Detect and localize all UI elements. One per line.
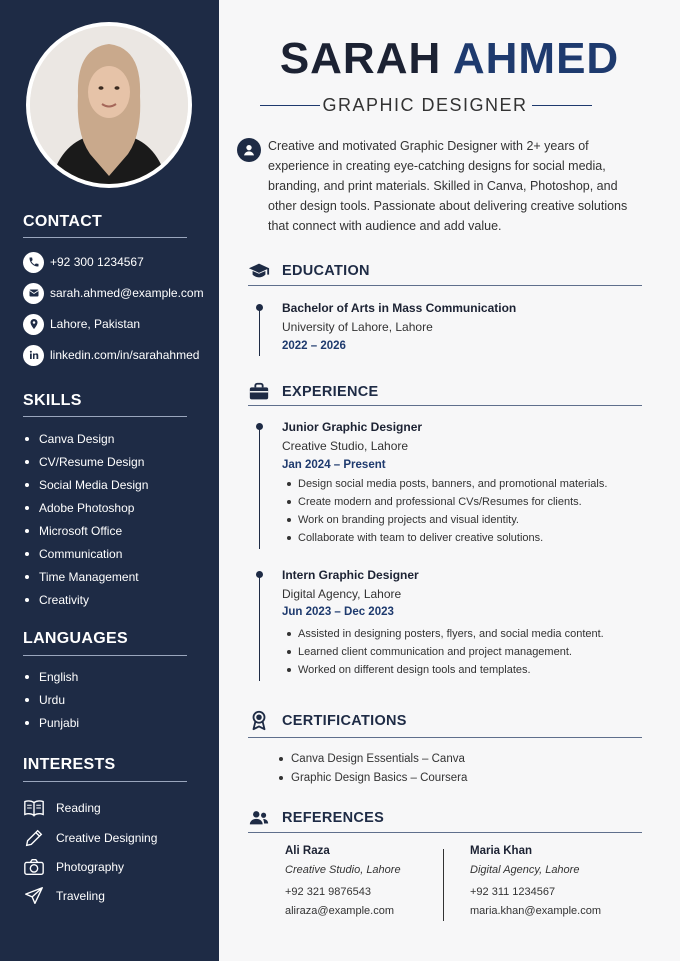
certifications-list xyxy=(279,749,467,787)
education-degree: Bachelor of Arts in Mass Communication xyxy=(282,301,517,315)
list-item: Create modern and professional CVs/Resumes for clients. xyxy=(287,493,607,511)
timeline-line xyxy=(259,575,260,681)
phone-icon xyxy=(23,252,44,273)
skills-divider xyxy=(23,416,187,417)
list-item: Work on branding projects and visual identity. xyxy=(287,511,607,529)
first-name: SARAH xyxy=(279,34,442,83)
education-dates: 2022 – 2026 xyxy=(282,340,346,352)
reference-phone: +92 321 9876543 xyxy=(285,886,371,898)
reference-email[interactable]: aliraza@example.com xyxy=(285,905,394,917)
job-title: Intern Graphic Designer xyxy=(282,568,419,582)
contact-linkedin xyxy=(23,344,199,366)
reference-company: Creative Studio, Lahore xyxy=(285,864,401,876)
interest-traveling: Traveling xyxy=(23,884,105,908)
job-company: Creative Studio, Lahore xyxy=(282,439,409,453)
languages-divider xyxy=(23,655,187,656)
skills-list xyxy=(23,427,148,611)
list-item: Microsoft Office xyxy=(23,519,148,542)
education-school: University of Lahore, Lahore xyxy=(282,320,433,334)
list-item: Creativity xyxy=(23,588,148,611)
reference-phone: +92 311 1234567 xyxy=(470,886,556,898)
camera-icon xyxy=(23,856,45,878)
languages-heading: LANGUAGES xyxy=(23,630,128,647)
contact-email xyxy=(23,282,204,304)
reference-email[interactable]: maria.khan@example.com xyxy=(470,905,601,917)
list-item: Canva Design Essentials – Canva xyxy=(279,749,467,768)
contact-location xyxy=(23,313,140,335)
job-duties xyxy=(287,475,607,547)
airplane-icon xyxy=(23,885,45,907)
interest-designing: Creative Designing xyxy=(23,826,157,850)
job-dates: Jun 2023 – Dec 2023 xyxy=(282,606,394,618)
user-icon xyxy=(237,138,261,162)
pencil-icon xyxy=(23,827,45,849)
list-item: CV/Resume Design xyxy=(23,450,148,473)
contact-divider xyxy=(23,237,187,238)
email-icon xyxy=(23,283,44,304)
reference-card xyxy=(285,845,401,924)
list-item: Time Management xyxy=(23,565,148,588)
graduation-cap-icon xyxy=(248,260,270,282)
education-heading: EDUCATION xyxy=(282,263,370,279)
phone-text[interactable]: +92 300 1234567 xyxy=(50,255,144,269)
linkedin-icon xyxy=(23,345,44,366)
timeline-line xyxy=(259,308,260,356)
award-icon xyxy=(248,709,270,731)
job-title: GRAPHIC DESIGNER xyxy=(322,95,528,115)
email-text[interactable]: sarah.ahmed@example.com xyxy=(50,286,204,300)
education-divider xyxy=(248,285,642,286)
list-item: Canva Design xyxy=(23,427,148,450)
candidate-name xyxy=(0,34,680,84)
job-duties xyxy=(287,625,604,679)
list-item: Learned client communication and project management. xyxy=(287,643,604,661)
languages-list xyxy=(23,665,79,734)
contact-phone xyxy=(23,251,144,273)
list-item: Communication xyxy=(23,542,148,565)
list-item: English xyxy=(23,665,79,688)
contact-heading: CONTACT xyxy=(23,213,103,230)
location-icon xyxy=(23,314,44,335)
experience-heading: EXPERIENCE xyxy=(282,384,379,400)
skills-heading: SKILLS xyxy=(23,392,82,409)
certifications-divider xyxy=(248,737,642,738)
users-icon xyxy=(248,807,270,829)
interest-photography: Photography xyxy=(23,855,124,879)
linkedin-text[interactable]: linkedin.com/in/sarahahmed xyxy=(50,348,200,362)
reference-name: Ali Raza xyxy=(285,845,330,857)
interests-divider xyxy=(23,781,187,782)
references-heading: REFERENCES xyxy=(282,810,385,826)
last-name: AHMED xyxy=(452,34,620,83)
reference-name: Maria Khan xyxy=(470,845,532,857)
interest-reading: Reading xyxy=(23,796,101,820)
list-item: Assisted in designing posters, flyers, and social media content. xyxy=(287,625,604,643)
certifications-heading: CERTIFICATIONS xyxy=(282,713,407,729)
list-item: Graphic Design Basics – Coursera xyxy=(279,768,467,787)
book-icon xyxy=(23,797,45,819)
list-item: Worked on different design tools and templates. xyxy=(287,661,604,679)
location-text: Lahore, Pakistan xyxy=(50,317,141,331)
references-divider xyxy=(248,832,642,833)
briefcase-icon xyxy=(248,381,270,403)
reference-divider xyxy=(443,849,444,921)
list-item: Social Media Design xyxy=(23,473,148,496)
list-item: Adobe Photoshop xyxy=(23,496,148,519)
job-dates: Jan 2024 – Present xyxy=(282,459,386,471)
sidebar xyxy=(0,0,219,961)
list-item: Collaborate with team to deliver creative solutions. xyxy=(287,529,607,547)
job-title: Junior Graphic Designer xyxy=(282,420,423,434)
list-item: Punjabi xyxy=(23,711,79,734)
title-rule-right xyxy=(532,105,592,106)
reference-card xyxy=(470,845,601,924)
job-company: Digital Agency, Lahore xyxy=(282,587,402,601)
timeline-line xyxy=(259,427,260,549)
list-item: Design social media posts, banners, and promotional materials. xyxy=(287,475,607,493)
title-rule-left xyxy=(260,105,320,106)
experience-divider xyxy=(248,405,642,406)
interests-heading: INTERESTS xyxy=(23,756,116,773)
list-item: Urdu xyxy=(23,688,79,711)
profile-summary: Creative and motivated Graphic Designer with 2+ years of experience in creating eye-catching designs for social media, branding, and print materials. Skilled in Canva, Photoshop, and other design tools. Passionate about delivering creative solutions that connect with audience and add value. xyxy=(268,139,628,233)
reference-company: Digital Agency, Lahore xyxy=(470,864,580,876)
